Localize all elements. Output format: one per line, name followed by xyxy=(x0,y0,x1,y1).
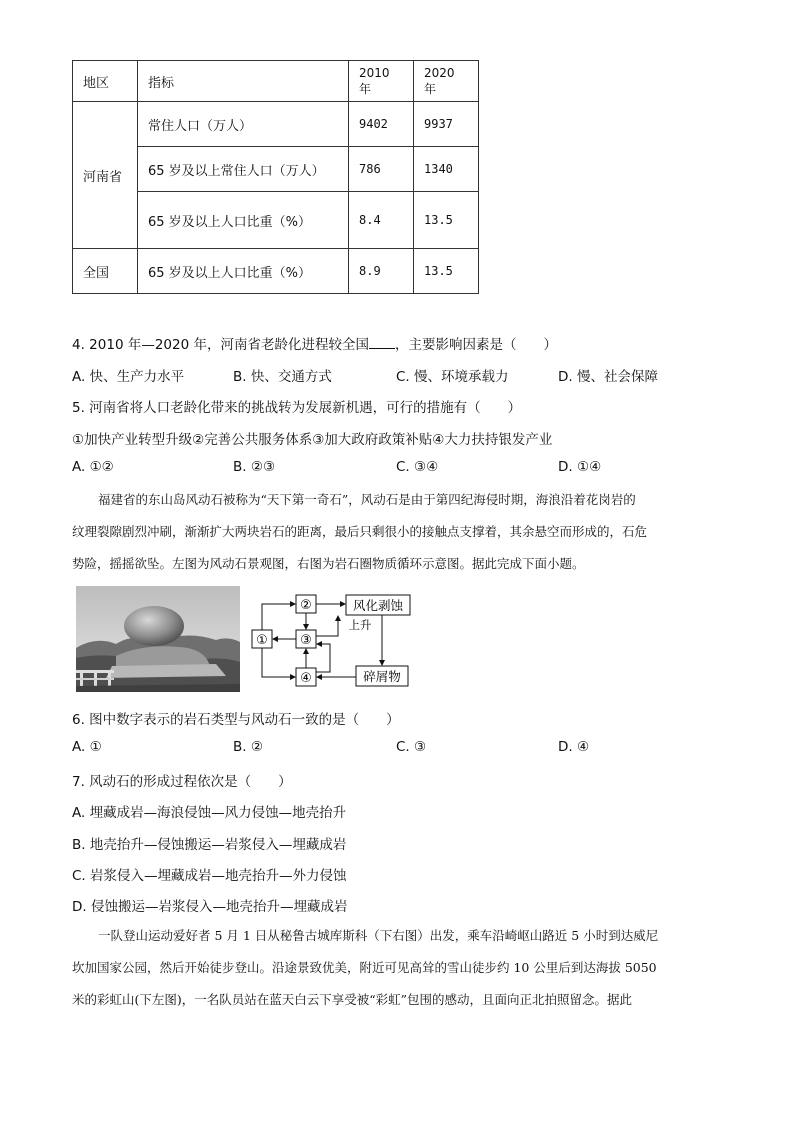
q7-option-c: C. 岩浆侵入—埋藏成岩—地壳抬升—外力侵蚀 xyxy=(72,868,347,884)
cycle-node-1: ① xyxy=(256,633,268,648)
wind-stone-photo xyxy=(76,586,240,692)
header-2010: 2010 年 xyxy=(349,61,414,102)
q7-option-d: D. 侵蚀搬运—岩浆侵入—地壳抬升—埋藏成岩 xyxy=(72,899,348,915)
q7-option-a: A. 埋藏成岩—海浪侵蚀—风力侵蚀—地壳抬升 xyxy=(72,805,347,821)
population-table xyxy=(72,60,479,294)
row-value-2020: 1340 xyxy=(414,147,479,192)
q6-stem: 6. 图中数字表示的岩石类型与风动石一致的是（ ） xyxy=(72,712,400,728)
q4-option-d: D. 慢、社会保障 xyxy=(558,369,658,385)
header-2020: 2020 年 xyxy=(414,61,479,102)
passage-line: 福建省的东山岛风动石被称为“天下第一奇石”，风动石是由于第四纪海侵时期，海浪沿着花岗岩的 xyxy=(98,492,636,507)
row-value-2010: 9402 xyxy=(349,102,414,147)
table-row xyxy=(73,102,479,147)
q4-stem-part1: 4. 2010 年—2020 年，河南省老龄化进程较全国 xyxy=(72,337,369,353)
passage-rainbow-mountain xyxy=(72,920,720,1016)
q6-option-b: B. ② xyxy=(233,739,263,755)
answer-blank xyxy=(369,336,395,349)
passage-line: 纹理裂隙剧烈冲刷，渐渐扩大两块岩石的距离，最后只剩很小的接触点支撑着，其余悬空而形成的，石危 xyxy=(72,524,648,539)
q5-stem: 5. 河南省将人口老龄化带来的挑战转为发展新机遇，可行的措施有（ ） xyxy=(72,400,522,416)
q6-option-c: C. ③ xyxy=(396,739,427,755)
cycle-node-3: ③ xyxy=(300,633,312,648)
weathering-label: 风化剥蚀 xyxy=(352,598,404,613)
q4-stem-part2: ，主要影响因素是（ ） xyxy=(394,337,557,353)
q5-option-d: D. ①④ xyxy=(558,459,602,475)
region-henan: 河南省 xyxy=(73,102,138,249)
row-value-2020: 9937 xyxy=(414,102,479,147)
row-indicator: 65 岁及以上人口比重（%） xyxy=(138,249,349,294)
row-value-2010: 8.9 xyxy=(349,249,414,294)
header-region: 地区 xyxy=(73,61,138,102)
q4-option-a: A. 快、生产力水平 xyxy=(72,369,185,385)
passage-line: 势险，摇摇欲坠。左图为风动石景观图，右图为岩石圈物质循环示意图。据此完成下面小题。 xyxy=(72,556,585,571)
region-national: 全国 xyxy=(73,249,138,294)
table-header-row xyxy=(73,61,479,102)
q7-option-b: B. 地壳抬升—侵蚀搬运—岩浆侵入—埋藏成岩 xyxy=(72,837,347,853)
row-value-2010: 8.4 xyxy=(349,192,414,249)
q5-option-a: A. ①② xyxy=(72,459,114,475)
sediment-label: 碎屑物 xyxy=(363,669,401,684)
row-indicator: 65 岁及以上常住人口（万人） xyxy=(138,147,349,192)
q7-stem: 7. 风动石的形成过程依次是（ ） xyxy=(72,774,292,790)
q4-stem xyxy=(72,333,557,353)
cycle-node-4: ④ xyxy=(300,671,312,686)
passage-wind-stone xyxy=(72,484,720,580)
passage-line: 米的彩虹山(下左图)，一名队员站在蓝天白云下享受被“彩虹”包围的感动，且面向正北拍照留念。据此 xyxy=(72,992,633,1007)
row-value-2010: 786 xyxy=(349,147,414,192)
cycle-node-2: ② xyxy=(300,598,312,613)
passage-line: 坎加国家公园，然后开始徒步登山。沿途景致优美，附近可见高耸的雪山徒步约 10 公里后到达海拔 5050 xyxy=(72,960,657,975)
q5-option-b: B. ②③ xyxy=(233,459,276,475)
q4-option-c: C. 慢、环境承载力 xyxy=(396,369,509,385)
q4-option-b: B. 快、交通方式 xyxy=(233,369,332,385)
rock-cycle-diagram xyxy=(250,592,420,692)
row-indicator: 65 岁及以上人口比重（%） xyxy=(138,192,349,249)
q6-option-d: D. ④ xyxy=(558,739,590,755)
q6-option-a: A. ① xyxy=(72,739,102,755)
row-value-2020: 13.5 xyxy=(414,249,479,294)
uplift-label: 上升 xyxy=(348,618,372,632)
header-indicator: 指标 xyxy=(138,61,349,102)
row-value-2020: 13.5 xyxy=(414,192,479,249)
q5-measures: ①加快产业转型升级②完善公共服务体系③加大政府政策补贴④大力扶持银发产业 xyxy=(72,432,553,448)
table-row xyxy=(73,249,479,294)
q5-option-c: C. ③④ xyxy=(396,459,439,475)
passage-line: 一队登山运动爱好者 5 月 1 日从秘鲁古城库斯科（下右图）出发，乘车沿崎岖山路近 5 小时到达威尼 xyxy=(98,928,659,943)
row-indicator: 常住人口（万人） xyxy=(138,102,349,147)
